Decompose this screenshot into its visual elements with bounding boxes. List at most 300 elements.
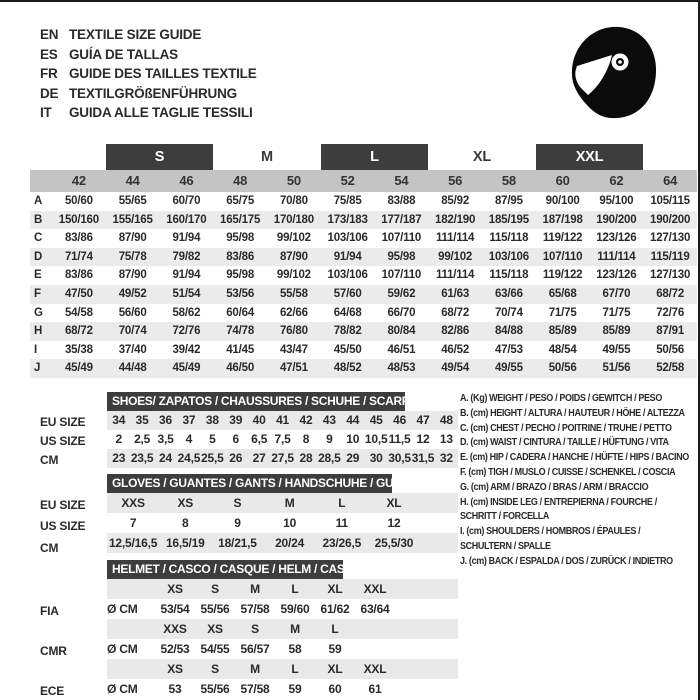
cell: 83/86 xyxy=(64,232,93,245)
cell: 2 xyxy=(115,432,122,446)
cell: 5 xyxy=(209,432,216,446)
spacer xyxy=(107,659,155,679)
cell: SCHRITT / FORCELLA xyxy=(460,511,550,523)
table-row-e xyxy=(30,266,697,285)
shoes-eu-values xyxy=(107,411,458,430)
cell: 59/60 xyxy=(280,602,310,616)
cell: 95/98 xyxy=(226,269,255,282)
cell: 187/198 xyxy=(542,213,583,226)
cell: 6 xyxy=(232,432,239,446)
cell: 48/53 xyxy=(387,362,416,375)
diameter-label: Ø CM xyxy=(107,682,138,696)
helmet-table xyxy=(107,560,458,699)
fia-label: FIA xyxy=(40,604,59,618)
cell: 85/92 xyxy=(441,195,470,207)
cell: 107/110 xyxy=(542,250,583,263)
cell: 87/90 xyxy=(118,269,147,282)
shoes-eu-row xyxy=(107,411,458,430)
cell: 37/40 xyxy=(118,343,147,356)
cell: 50/56 xyxy=(548,362,577,375)
row-letter: G xyxy=(34,306,43,319)
cell: 83/86 xyxy=(64,269,93,282)
cell: 44 xyxy=(346,413,360,427)
cell: 68/72 xyxy=(656,287,685,300)
lang-code: IT xyxy=(40,105,52,120)
cell: 18/21,5 xyxy=(218,536,257,550)
cell: 71/74 xyxy=(64,250,93,263)
cell: 91/94 xyxy=(172,269,201,282)
cell: 173/183 xyxy=(327,213,368,226)
row-values xyxy=(52,248,697,267)
cell: 52/58 xyxy=(656,362,685,375)
gloves-us-row xyxy=(107,513,458,533)
cell: 27,5 xyxy=(271,451,294,465)
cell: 47/50 xyxy=(64,287,93,300)
cell: 53/54 xyxy=(160,602,190,616)
cell: 111/114 xyxy=(435,269,475,282)
cell: S xyxy=(233,496,242,510)
cell: 51/54 xyxy=(172,287,201,300)
row-values xyxy=(52,266,697,285)
shoes-eu-size-label: EU SIZE xyxy=(40,415,86,429)
cell: 59 xyxy=(288,682,302,696)
cell: 75/78 xyxy=(118,250,147,263)
cell: 115/118 xyxy=(489,232,529,245)
cell: 45/50 xyxy=(333,343,362,356)
shoes-title-bar: SHOES/ ZAPATOS / CHAUSSURES / SCHUHE / SCARPE xyxy=(107,392,405,411)
cell: 87/95 xyxy=(494,195,523,207)
cell: 39 xyxy=(229,413,243,427)
lang-label: GUÍA DE TALLAS xyxy=(69,46,178,62)
row-values xyxy=(52,229,697,248)
cell: 52 xyxy=(340,173,355,188)
shoes-cm-values xyxy=(107,449,458,468)
cell: 20/24 xyxy=(275,536,305,550)
cell: 50 xyxy=(286,173,301,188)
lang-row-en xyxy=(40,25,257,45)
cell: 56 xyxy=(448,173,463,188)
cell: 43 xyxy=(322,413,336,427)
cell: H. (cm) INSIDE LEG / ENTREPIERNA / FOURCHE / xyxy=(460,496,657,508)
cell: M xyxy=(250,662,260,676)
cell: 29 xyxy=(346,451,360,465)
size-group-m: M xyxy=(261,149,273,165)
cell: 127/130 xyxy=(650,269,691,282)
cell: XL xyxy=(327,662,343,676)
cell: 43/47 xyxy=(279,343,308,356)
cell: I. (cm) SHOULDERS / HOMBROS / ÉPAULES / xyxy=(460,526,641,538)
table-row-f xyxy=(30,285,697,304)
cell: XL xyxy=(386,496,402,510)
lang-row-it xyxy=(40,103,257,123)
cell: 46 xyxy=(179,173,194,188)
row-letter: E xyxy=(34,269,42,282)
ece-sizes-row xyxy=(107,659,458,679)
cell: 59/62 xyxy=(387,287,416,300)
cell: 127/130 xyxy=(650,232,691,245)
cell: 3,5 xyxy=(157,432,174,446)
measurement-legend xyxy=(460,392,698,570)
cell: S xyxy=(211,662,219,676)
spacer xyxy=(107,579,155,599)
table-row-d xyxy=(30,248,697,267)
cell: 123/126 xyxy=(596,232,637,245)
cell: 99/102 xyxy=(276,232,311,245)
cell xyxy=(355,639,395,659)
cell: L xyxy=(331,622,339,636)
cell: J. (cm) BACK / ESPALDA / DOS / ZURÜCK / INDIETRO xyxy=(460,555,673,567)
cell: 48 xyxy=(439,413,453,427)
cell: 65/68 xyxy=(548,287,577,300)
cell: 55/65 xyxy=(118,195,147,207)
lang-code: EN xyxy=(40,27,59,42)
cell: SCHULTERN / SPALLE xyxy=(460,540,551,552)
cell: 58/62 xyxy=(172,306,201,319)
cell: 48/54 xyxy=(548,343,577,356)
cell: 91/94 xyxy=(333,250,362,263)
cell: 46/51 xyxy=(387,343,416,356)
lang-label: GUIDE DES TAILLES TEXTILE xyxy=(69,66,257,81)
cell: 11 xyxy=(335,516,348,530)
cell: 59 xyxy=(328,642,342,656)
cell: 111/114 xyxy=(597,250,636,263)
row-letter: F xyxy=(34,287,41,300)
cell: 95/98 xyxy=(226,232,255,245)
cell: 56/60 xyxy=(118,306,147,319)
cell: 25,5 xyxy=(201,451,224,465)
spacer xyxy=(52,144,106,170)
size-group-s: S xyxy=(106,144,214,170)
cell: 115/118 xyxy=(489,269,529,282)
cell: 83/86 xyxy=(226,250,255,263)
cell: 50/56 xyxy=(656,343,685,356)
cell: B. (cm) HEIGHT / ALTURA / HAUTEUR / HÖHE / ALTEZZA xyxy=(460,407,685,419)
fia-values-row xyxy=(107,599,458,619)
lang-row-es xyxy=(40,45,257,65)
cell: 119/122 xyxy=(542,269,583,282)
cmr-label: CMR xyxy=(40,644,67,658)
table-row-g xyxy=(30,304,697,323)
cell: 54/55 xyxy=(200,642,230,656)
cell: 67/70 xyxy=(602,287,631,300)
cell: 95/98 xyxy=(387,250,416,263)
cell: 84/88 xyxy=(494,325,523,338)
spacer xyxy=(107,619,155,639)
row-values xyxy=(52,359,697,378)
cell: 9 xyxy=(326,432,333,446)
cell: 42 xyxy=(299,413,313,427)
spacer xyxy=(643,144,697,170)
cell: 87/90 xyxy=(279,250,308,263)
cell: 30,5 xyxy=(388,451,411,465)
cell: F. (cm) TIGH / MUSLO / CUISSE / SCHENKEL / COSCIA xyxy=(460,466,676,478)
cell: XS xyxy=(207,622,223,636)
cell xyxy=(355,619,395,639)
cell: 62 xyxy=(609,173,624,188)
racing-helmet-icon xyxy=(563,22,663,122)
cell: 103/106 xyxy=(327,232,368,245)
cell: 190/200 xyxy=(650,213,691,226)
cell: 10,5 xyxy=(364,432,388,446)
shoes-us-row xyxy=(107,430,458,449)
cell: 39/42 xyxy=(172,343,201,356)
cell: 83/88 xyxy=(387,195,416,207)
row-letter: B xyxy=(34,213,43,226)
cell: 6,5 xyxy=(251,432,268,446)
cell: 10 xyxy=(283,516,297,530)
table-row-j xyxy=(30,359,697,378)
cell: 64 xyxy=(663,173,678,188)
cell: 24,5 xyxy=(177,451,201,465)
cell: 31,5 xyxy=(411,451,435,465)
lang-code: FR xyxy=(40,66,58,81)
gloves-table xyxy=(107,474,458,553)
cell: 35/38 xyxy=(64,343,93,356)
cell: 76/80 xyxy=(279,325,308,338)
size-group-l: L xyxy=(321,144,429,170)
cell: 99/102 xyxy=(276,269,311,282)
cell: 55/58 xyxy=(279,287,308,300)
cell: 9 xyxy=(234,516,241,530)
row-letter: D xyxy=(34,250,43,263)
cell: D. (cm) WAIST / CINTURA / TAILLE / HÜFTUNG / VITA xyxy=(460,437,669,449)
cell: 44/48 xyxy=(118,362,147,375)
cell: 85/89 xyxy=(548,325,577,338)
cell: 185/195 xyxy=(488,213,529,226)
cell: 165/175 xyxy=(220,213,261,226)
lang-code: DE xyxy=(40,85,59,101)
table-row-a xyxy=(30,192,697,211)
cell: 60 xyxy=(555,173,570,188)
cmr-sizes-row xyxy=(107,619,458,639)
cell: 105/115 xyxy=(650,195,690,207)
shoes-us-values xyxy=(107,430,458,449)
shoes-cm-row xyxy=(107,449,458,468)
cell: 42 xyxy=(71,173,86,188)
cell: 4 xyxy=(185,432,193,446)
cell: XXS xyxy=(163,622,187,636)
fia-sizes xyxy=(155,579,395,599)
cell: 7,5 xyxy=(274,432,291,446)
cell: 7 xyxy=(129,516,137,530)
cell: XS xyxy=(177,496,194,510)
gloves-cm-row xyxy=(107,533,458,553)
cell: 10 xyxy=(346,432,360,446)
cell: 49/55 xyxy=(494,362,523,375)
cell: 155/165 xyxy=(112,213,153,226)
cell: 87/90 xyxy=(118,232,147,245)
cell: 111/114 xyxy=(435,232,475,245)
spacer xyxy=(30,170,52,192)
cell: 25,5/30 xyxy=(374,536,414,550)
table-row-c xyxy=(30,229,697,248)
cell: 71/75 xyxy=(602,306,631,319)
table-row-h xyxy=(30,322,697,341)
cell: 61/62 xyxy=(320,602,350,616)
cell: 12 xyxy=(416,432,430,446)
cell: 12,5/16,5 xyxy=(108,536,158,550)
cell: 8 xyxy=(182,516,189,530)
cell: 85/89 xyxy=(602,325,631,338)
gloves-us-size-label: US SIZE xyxy=(40,519,86,533)
cell: 71/75 xyxy=(548,306,577,319)
cell: 11,5 xyxy=(388,432,411,446)
lang-code: ES xyxy=(40,46,58,62)
ece-values-row xyxy=(107,679,458,699)
cell: 49/54 xyxy=(441,362,470,375)
cell: 63/66 xyxy=(494,287,523,300)
cell: 24 xyxy=(159,451,172,465)
row-values xyxy=(52,211,697,230)
cell: 68/72 xyxy=(64,325,93,338)
cell: 48/52 xyxy=(333,362,362,375)
cell: 70/74 xyxy=(118,325,147,338)
cell: 107/110 xyxy=(381,232,422,245)
cell: 123/126 xyxy=(596,269,637,282)
row-values xyxy=(52,341,697,360)
language-list xyxy=(40,25,257,123)
cell: 2,5 xyxy=(134,432,151,446)
cell: 74/78 xyxy=(226,325,255,338)
gloves-cm-values xyxy=(107,533,420,553)
cell: 91/94 xyxy=(172,232,201,245)
cell: 57/58 xyxy=(240,682,270,696)
cell: 45 xyxy=(369,413,383,427)
cell: 62/66 xyxy=(279,306,308,319)
cell: 55/56 xyxy=(200,602,230,616)
textile-size-table xyxy=(30,144,697,378)
cell: 41/45 xyxy=(226,343,255,356)
cell: 49/55 xyxy=(602,343,631,356)
cell: XS xyxy=(167,662,183,676)
table-row-b xyxy=(30,211,697,230)
lang-row-de xyxy=(40,84,257,104)
cell: 44 xyxy=(125,173,140,188)
cell: 40 xyxy=(252,413,266,427)
cell: 103/106 xyxy=(327,269,368,282)
cell: 99/102 xyxy=(438,250,473,263)
cell: 64/68 xyxy=(333,306,362,319)
cell: 107/110 xyxy=(381,269,422,282)
row-letter: A xyxy=(34,195,43,207)
cell: 38 xyxy=(205,413,219,427)
cell: 8 xyxy=(302,432,310,446)
cell: 48 xyxy=(233,173,248,188)
row-values xyxy=(52,285,697,304)
cell: 60/70 xyxy=(172,195,201,207)
cell: XL xyxy=(327,582,343,596)
cell: 23,5 xyxy=(130,451,154,465)
cell: G. (cm) ARM / BRAZO / BRAS / ARM / BRACCIO xyxy=(460,481,649,493)
cell: 70/80 xyxy=(279,195,308,207)
gloves-us-values xyxy=(107,513,420,533)
row-letter: I xyxy=(34,343,37,356)
cell: 32 xyxy=(439,451,453,465)
helmet-title-bar: HELMET / CASCO / CASQUE / HELM / CASCO xyxy=(107,560,343,579)
lang-label: GUIDA ALLE TAGLIE TESSILI xyxy=(69,105,253,120)
cell: 45/49 xyxy=(172,362,201,375)
numeric-sizes-row xyxy=(30,170,697,192)
cell: M xyxy=(290,622,300,636)
cell: 47 xyxy=(416,413,430,427)
cell: E. (cm) HIP / CADERA / HANCHE / HÜFTE / HIPS / BACINO xyxy=(460,452,689,464)
cell: 23 xyxy=(112,451,126,465)
gloves-eu-row xyxy=(107,493,458,513)
cell: 177/187 xyxy=(381,213,422,226)
cell: 95/100 xyxy=(599,195,634,207)
cell: 70/74 xyxy=(494,306,523,319)
cell: 61 xyxy=(368,682,382,696)
cell: 190/200 xyxy=(596,213,637,226)
shoes-table xyxy=(107,392,458,468)
cell: M xyxy=(284,496,295,510)
diameter-label: Ø CM xyxy=(107,602,138,616)
cell: 68/72 xyxy=(441,306,470,319)
cell: 78/82 xyxy=(333,325,362,338)
cell: XXL xyxy=(363,662,387,676)
cell: 57/60 xyxy=(333,287,362,300)
cell: 46/52 xyxy=(441,343,470,356)
cell: S xyxy=(251,622,259,636)
cell: 46 xyxy=(393,413,407,427)
cell: L xyxy=(338,496,346,510)
cell: 90/100 xyxy=(545,195,580,207)
cell: 52/53 xyxy=(160,642,190,656)
fia-values xyxy=(155,599,395,619)
cell: 115/119 xyxy=(650,250,690,263)
cell: 47/51 xyxy=(279,362,308,375)
cell: 87/91 xyxy=(656,325,685,338)
row-letter: C xyxy=(34,232,43,245)
table-row-i xyxy=(30,341,697,360)
cell: 51/56 xyxy=(602,362,631,375)
cmr-sizes xyxy=(155,619,395,639)
row-values xyxy=(52,322,697,341)
cell: XS xyxy=(167,582,183,596)
shoes-cm-label: CM xyxy=(40,453,59,467)
size-group-row xyxy=(30,144,697,170)
cell: 58 xyxy=(501,173,516,188)
cell: S xyxy=(211,582,219,596)
cell: 61/63 xyxy=(441,287,470,300)
cell: 80/84 xyxy=(387,325,416,338)
cell: 23/26,5 xyxy=(322,536,362,550)
cell: 60/64 xyxy=(226,306,255,319)
cell: 16,5/19 xyxy=(165,536,205,550)
cell: 41 xyxy=(276,413,290,427)
cell: 53/56 xyxy=(226,287,255,300)
row-values xyxy=(52,192,697,211)
cell: 79/82 xyxy=(172,250,201,263)
numeric-sizes-cells xyxy=(52,170,697,192)
cell: 82/86 xyxy=(441,325,470,338)
cell: 72/76 xyxy=(172,325,201,338)
lang-label: TEXTILE SIZE GUIDE xyxy=(69,27,202,42)
gloves-eu-values xyxy=(107,493,420,513)
lang-row-fr xyxy=(40,64,257,84)
shoes-us-size-label: US SIZE xyxy=(40,434,86,448)
cell: 63/64 xyxy=(360,602,390,616)
cell: 34 xyxy=(112,413,126,427)
cell: 75/85 xyxy=(333,195,362,207)
gloves-title-bar: GLOVES / GUANTES / GANTS / HANDSCHUHE / GUANTI xyxy=(107,474,392,493)
cell: L xyxy=(291,662,299,676)
cell: 36 xyxy=(159,413,172,427)
cmr-values-row xyxy=(107,639,458,659)
gloves-eu-size-label: EU SIZE xyxy=(40,498,86,512)
row-letter: H xyxy=(34,325,43,338)
cell: 65/75 xyxy=(226,195,255,207)
